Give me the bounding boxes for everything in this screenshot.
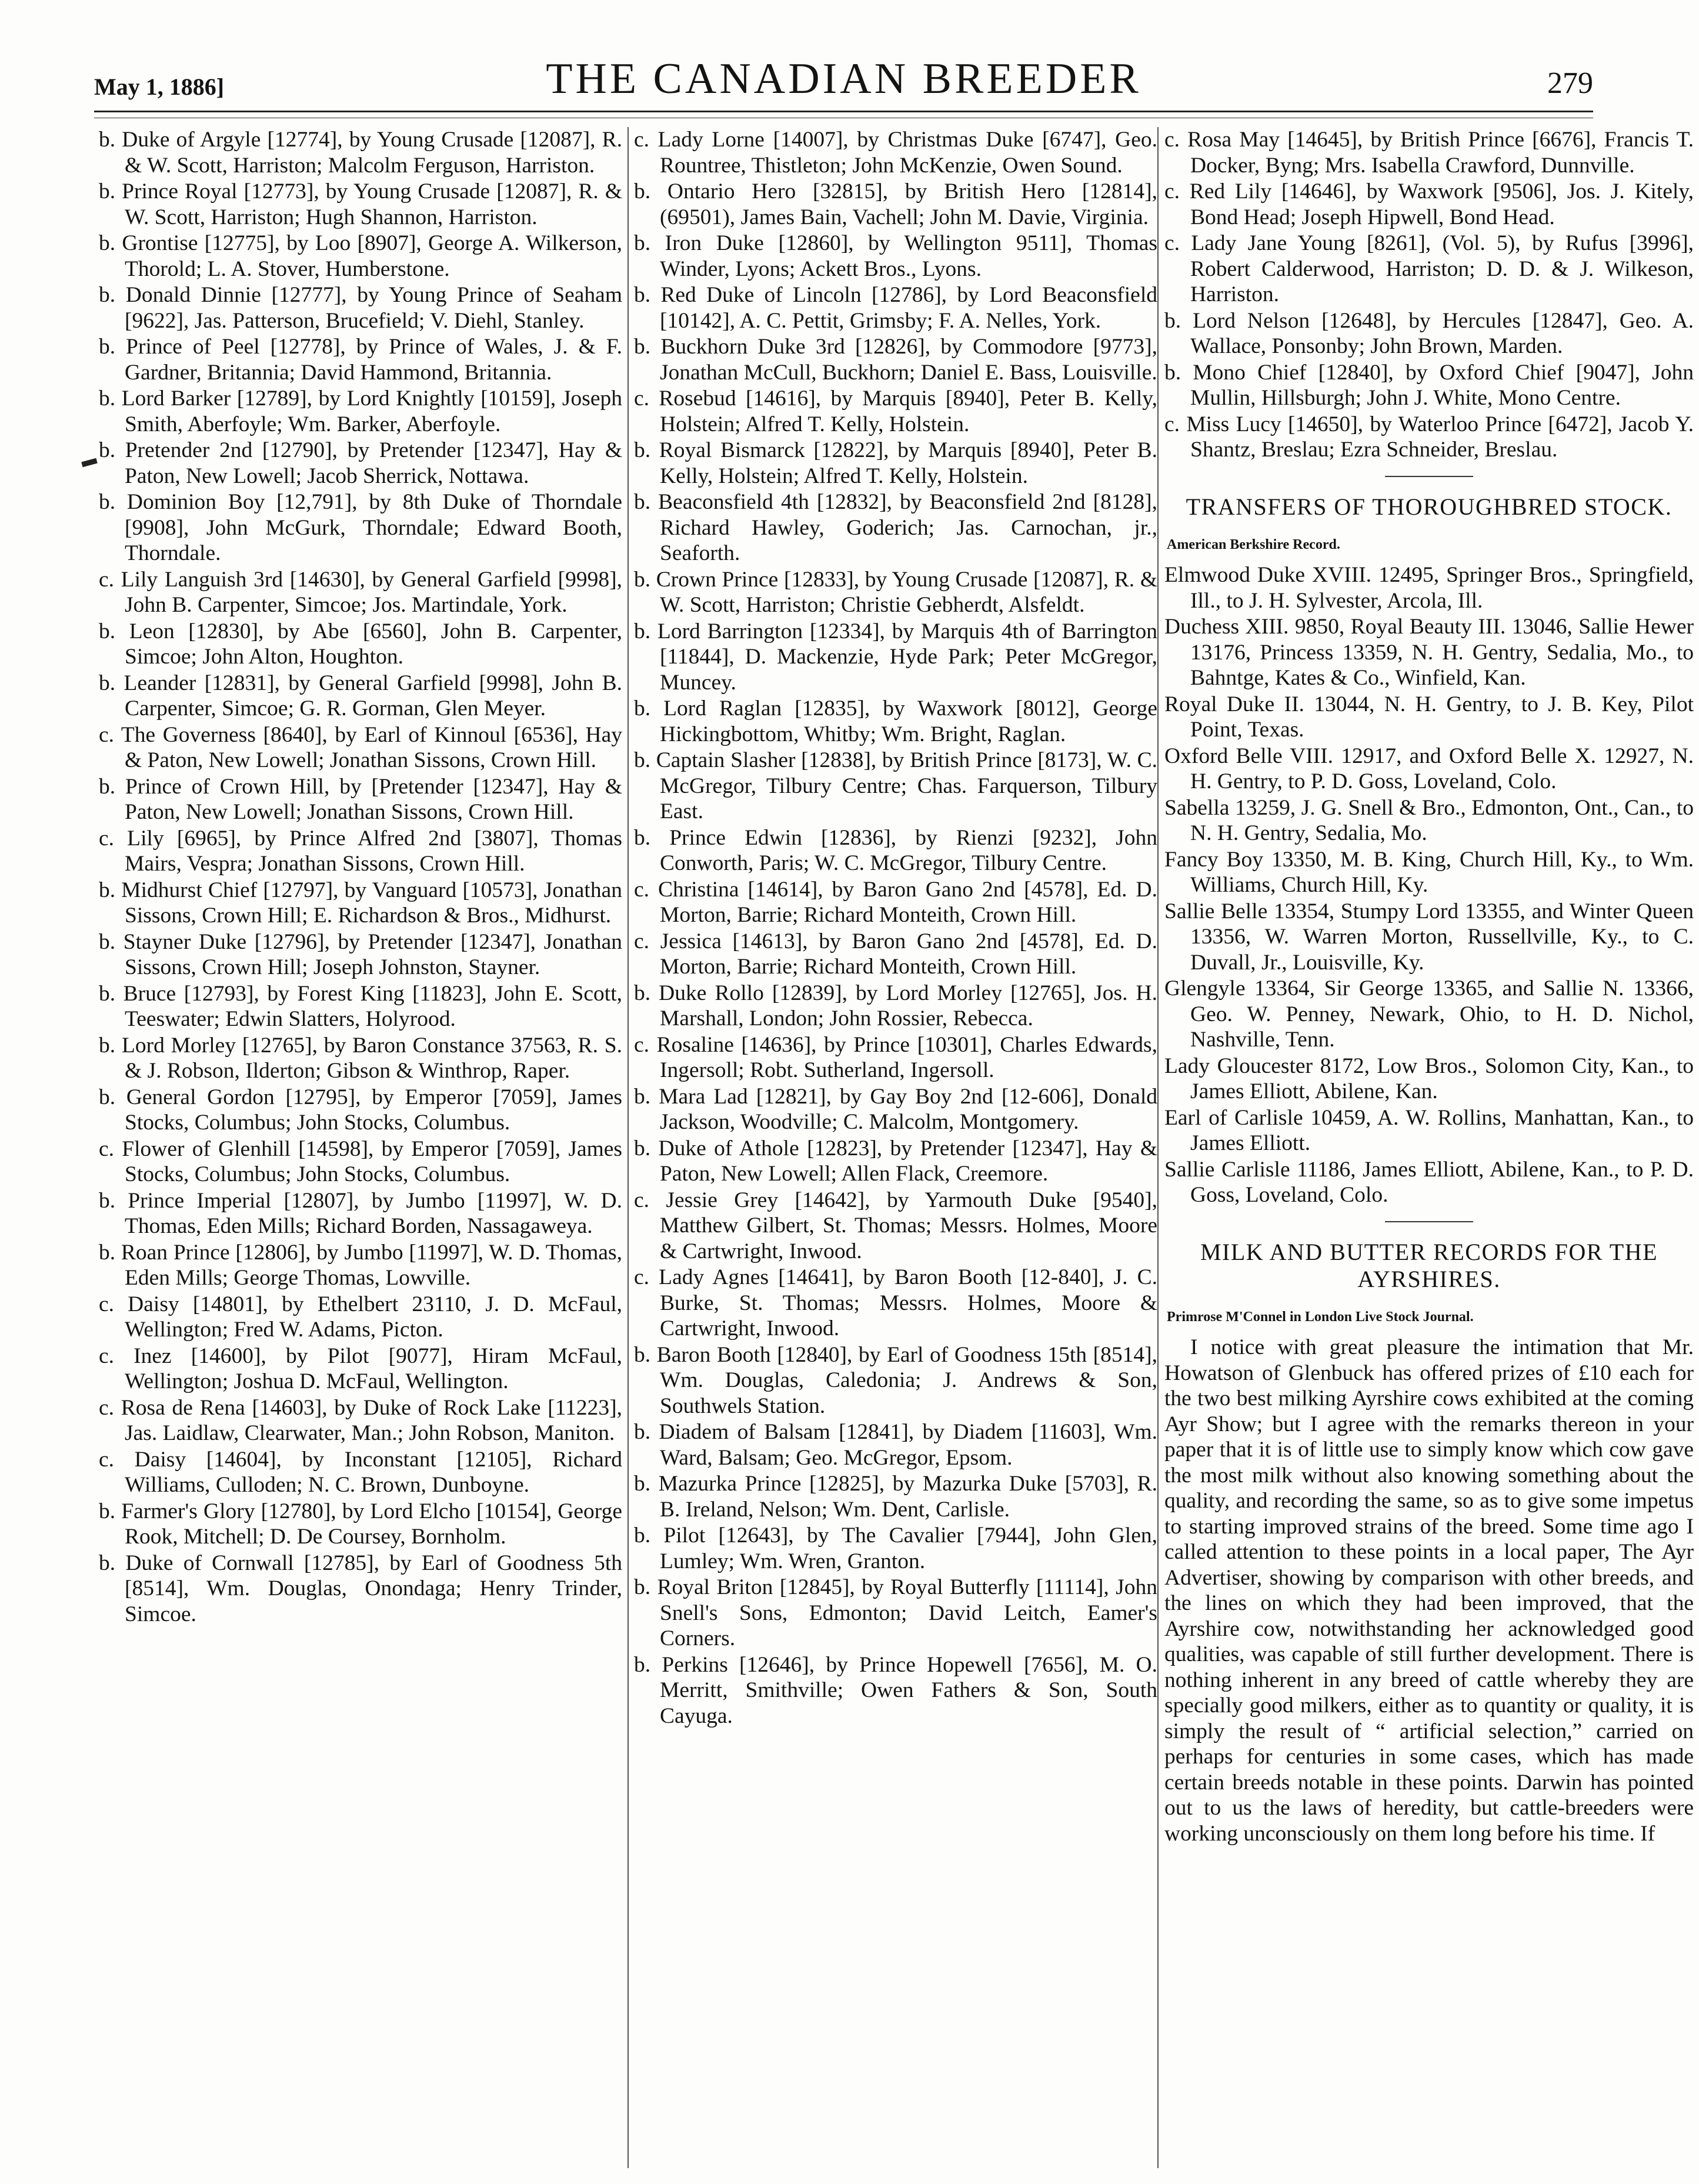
registry-entry: b. Lord Nelson [12648], by Hercules [12847], Geo. A. Wallace, Ponsonby; John Brown, Marden. — [1164, 308, 1694, 358]
registry-entry: c. Lily Languish 3rd [14630], by General Garfield [9998], John B. Carpenter, Simcoe; Jos. Martindale, York. — [99, 567, 622, 617]
registry-entry: b. Royal Bismarck [12822], by Marquis [8940], Peter B. Kelly, Holstein; Alfred T. Kelly, Holstein. — [634, 438, 1157, 488]
registry-entry: b. Mara Lad [12821], by Gay Boy 2nd [12-606], Donald Jackson, Woodville; C. Malcolm, Montgomery. — [634, 1084, 1157, 1134]
column-middle — [634, 127, 1157, 1729]
registry-entry: b. Grontise [12775], by Loo [8907], George A. Wilkerson, Thorold; L. A. Stover, Humberstone. — [99, 231, 622, 281]
column-right — [1164, 127, 1694, 1846]
transfer-entry: Glengyle 13364, Sir George 13365, and Sallie N. 13366, Geo. W. Penney, Newark, Ohio, to H. D. Nichol, Nashville, Tenn. — [1164, 976, 1694, 1052]
registry-entry: c. Lady Lorne [14007], by Christmas Duke [6747], Geo. Rountree, Thistleton; John McKenzie, Owen Sound. — [634, 128, 1157, 178]
article-paragraph: I notice with great pleasure the intimation that Mr. Howatson of Glenbuck has offered prizes of £10 each for the two best milking Ayrshire cows exhibited at the coming Ayr Show; but I agree with the remarks thereon in your paper that it is of little use to simply know which cow gave the most milk without also knowing something about the quality, and recording the same, so as to give some impetus to starting improved strains of the breed. Some time ago I called attention to these points in a local paper, The Ayr Advertiser, showing by comparison with other breeds, and the lines on which they had been improved, that the Ayrshire cow, notwithstanding her acknowledged good qualities, was capable of still further development. There is nothing inherent in any breed of cattle whereby they are specially good milkers, either as to quantity or quality, it is simply the result of “ artificial selection,” carried on perhaps for centuries in some cases, which has made certain breeds notable in these points. Darwin has pointed out to us the laws of heredity, but cattle-breeders were working unconsciously on them long before his time. If — [1164, 1335, 1694, 1846]
registry-entries — [1164, 127, 1694, 463]
transfer-entry: Oxford Belle VIII. 12917, and Oxford Belle X. 12927, N. H. Gentry, to P. D. Goss, Loveland, Colo. — [1164, 743, 1694, 793]
transfer-entry: Royal Duke II. 13044, N. H. Gentry, to J. B. Key, Pilot Point, Texas. — [1164, 692, 1694, 742]
registry-entry: b. Lord Barker [12789], by Lord Knightly [10159], Joseph Smith, Aberfoyle; Wm. Barker, Aberfoyle. — [99, 386, 622, 436]
registry-entry: b. Mazurka Prince [12825], by Mazurka Duke [5703], R. B. Ireland, Nelson; Wm. Dent, Carlisle. — [634, 1472, 1157, 1522]
transfer-entry: Earl of Carlisle 10459, A. W. Rollins, Manhattan, Kan., to James Elliott. — [1164, 1105, 1694, 1155]
transfer-entry: Sallie Belle 13354, Stumpy Lord 13355, and Winter Queen 13356, W. Warren Morton, Russellville, Ky., to C. Duvall, Jr., Louisville, Ky. — [1164, 899, 1694, 975]
registry-entry: b. Prince of Peel [12778], by Prince of Wales, J. & F. Gardner, Britannia; David Hammond, Britannia. — [99, 335, 622, 385]
registry-entry: b. General Gordon [12795], by Emperor [7059], James Stocks, Columbus; John Stocks, Columbus. — [99, 1085, 622, 1135]
header-rule — [94, 111, 1593, 112]
registry-entry: b. Perkins [12646], by Prince Hopewell [7656], M. O. Merritt, Smithville; Owen Fathers & Son, South Cayuga. — [634, 1652, 1157, 1728]
registry-entry: b. Royal Briton [12845], by Royal Butterfly [11114], John Snell's Sons, Edmonton; David Leitch, Eamer's Corners. — [634, 1575, 1157, 1650]
section-divider — [1385, 1221, 1473, 1222]
registry-entry: b. Donald Dinnie [12777], by Young Prince of Seaham [9622], Jas. Patterson, Brucefield; V. Diehl, Stanley. — [99, 283, 622, 333]
registry-entry: c. Red Lily [14646], by Waxwork [9506], Jos. J. Kitely, Bond Head; Joseph Hipwell, Bond Head. — [1164, 179, 1694, 229]
registry-entry: b. Lord Morley [12765], by Baron Constance 37563, R. S. & J. Robson, Ilderton; Gibson & Winthrop, Raper. — [99, 1033, 622, 1083]
registry-entry: c. The Governess [8640], by Earl of Kinnoul [6536], Hay & Paton, New Lowell; Jonathan Sissons, Crown Hill. — [99, 722, 622, 772]
registry-entry: b. Dominion Boy [12,791], by 8th Duke of Thorndale [9908], John McGurk, Thorndale; Edward Booth, Thorndale. — [99, 490, 622, 565]
registry-entry: c. Flower of Glenhill [14598], by Emperor [7059], James Stocks, Columbus; John Stocks, Columbus. — [99, 1136, 622, 1186]
registry-entry: b. Baron Booth [12840], by Earl of Goodness 15th [8514], Wm. Douglas, Caledonia; J. Andrews & Son, Southwels Station. — [634, 1342, 1157, 1418]
registry-entry: c. Jessica [14613], by Baron Gano 2nd [4578], Ed. D. Morton, Barrie; Richard Monteith, Crown Hill. — [634, 929, 1157, 979]
registry-entry: c. Daisy [14604], by Inconstant [12105], Richard Williams, Culloden; N. C. Brown, Dunboyne. — [99, 1447, 622, 1497]
column-divider — [1157, 127, 1159, 2168]
transfers-list — [1164, 562, 1694, 1208]
registry-entry: b. Red Duke of Lincoln [12786], by Lord Beaconsfield [10142], A. C. Pettit, Grimsby; F. A. Nelles, York. — [634, 283, 1157, 333]
registry-entry: b. Duke of Cornwall [12785], by Earl of Goodness 5th [8514], Wm. Douglas, Onondaga; Henry Trinder, Simcoe. — [99, 1551, 622, 1626]
page-number: 279 — [1547, 66, 1593, 100]
registry-entry: c. Rosebud [14616], by Marquis [8940], Peter B. Kelly, Holstein; Alfred T. Kelly, Holstein. — [634, 386, 1157, 436]
transfer-entry: Elmwood Duke XVIII. 12495, Springer Bros., Springfield, Ill., to J. H. Sylvester, Arcola, Ill. — [1164, 563, 1694, 613]
registry-entry: b. Diadem of Balsam [12841], by Diadem [11603], Wm. Ward, Balsam; Geo. McGregor, Epsom. — [634, 1420, 1157, 1470]
registry-entry: b. Lord Barrington [12334], by Marquis 4th of Barrington [11844], D. Mackenzie, Hyde Park; Peter McGregor, Muncey. — [634, 619, 1157, 695]
transfers-source: American Berkshire Record. — [1167, 536, 1340, 552]
page-header — [94, 54, 1593, 104]
transfer-entry: Lady Gloucester 8172, Low Bros., Solomon City, Kan., to James Elliott, Abilene, Kan. — [1164, 1053, 1694, 1103]
registry-entry: c. Rosaline [14636], by Prince [10301], Charles Edwards, Ingersoll; Robt. Sutherland, Ingersoll. — [634, 1032, 1157, 1082]
registry-entry: b. Pretender 2nd [12790], by Pretender [12347], Hay & Paton, New Lowell; Jacob Sherrick, Nottawa. — [99, 438, 622, 488]
registry-entry: b. Duke of Argyle [12774], by Young Crusade [12087], R. & W. Scott, Harriston; Malcolm Ferguson, Harriston. — [99, 128, 622, 178]
registry-entry: b. Prince Imperial [12807], by Jumbo [11997], W. D. Thomas, Eden Mills; Richard Borden, Nassagaweya. — [99, 1188, 622, 1238]
registry-entry: b. Lord Raglan [12835], by Waxwork [8012], George Hickingbottom, Whitby; Wm. Bright, Raglan. — [634, 696, 1157, 746]
registry-entry: b. Prince Edwin [12836], by Rienzi [9232], John Conworth, Paris; W. C. McGregor, Tilbury Centre. — [634, 825, 1157, 875]
registry-entry: c. Lady Jane Young [8261], (Vol. 5), by Rufus [3996], Robert Calderwood, Harriston; D. D. & J. Wilkeson, Harriston. — [1164, 231, 1694, 306]
registry-entry: c. Jessie Grey [14642], by Yarmouth Duke [9540], Matthew Gilbert, St. Thomas; Messrs. Holmes, Moore & Cartwright, Inwood. — [634, 1188, 1157, 1263]
registry-entry: c. Rosa May [14645], by British Prince [6676], Francis T. Docker, Byng; Mrs. Isabella Crawford, Dunnville. — [1164, 128, 1694, 178]
section-divider — [1385, 476, 1473, 477]
registry-entry: b. Prince of Crown Hill, by [Pretender [12347], Hay & Paton, New Lowell; Jonathan Sissons, Crown Hill. — [99, 774, 622, 824]
registry-entry: c. Inez [14600], by Pilot [9077], Hiram McFaul, Wellington; Joshua D. McFaul, Wellington. — [99, 1343, 622, 1393]
registry-entry: b. Pilot [12643], by The Cavalier [7944], John Glen, Lumley; Wm. Wren, Granton. — [634, 1523, 1157, 1573]
registry-entry: c. Miss Lucy [14650], by Waterloo Prince [6472], Jacob Y. Shantz, Breslau; Ezra Schneider, Breslau. — [1164, 412, 1694, 462]
registry-entry: b. Prince Royal [12773], by Young Crusade [12087], R. & W. Scott, Harriston; Hugh Shannon, Harriston. — [99, 179, 622, 229]
registry-entry: b. Duke of Athole [12823], by Pretender [12347], Hay & Paton, New Lowell; Allen Flack, Creemore. — [634, 1136, 1157, 1186]
registry-entry: b. Farmer's Glory [12780], by Lord Elcho [10154], George Rook, Mitchell; D. De Coursey, Bornholm. — [99, 1499, 622, 1549]
registry-entry: c. Lily [6965], by Prince Alfred 2nd [3807], Thomas Mairs, Vespra; Jonathan Sissons, Crown Hill. — [99, 826, 622, 876]
column-left — [99, 127, 622, 1628]
registry-entry: b. Beaconsfield 4th [12832], by Beaconsfield 2nd [8128], Richard Hawley, Goderich; Jas. Carnochan, jr., Seaforth. — [634, 490, 1157, 565]
transfer-entry: Fancy Boy 13350, M. B. King, Church Hill, Ky., to Wm. Williams, Church Hill, Ky. — [1164, 847, 1694, 897]
milk-source: Primrose M'Connel in London Live Stock Journal. — [1167, 1309, 1474, 1325]
column-divider — [627, 127, 629, 2168]
registry-entry: b. Roan Prince [12806], by Jumbo [11997], W. D. Thomas, Eden Mills; George Thomas, Lowville. — [99, 1240, 622, 1290]
registry-entry: c. Christina [14614], by Baron Gano 2nd [4578], Ed. D. Morton, Barrie; Richard Monteith, Crown Hill. — [634, 877, 1157, 927]
registry-entry: b. Ontario Hero [32815], by British Hero [12814], (69501), James Bain, Vachell; John M. Davie, Virginia. — [634, 179, 1157, 229]
registry-entry: b. Mono Chief [12840], by Oxford Chief [9047], John Mullin, Hillsburgh; John J. White, Mono Centre. — [1164, 360, 1694, 410]
transfer-entry: Sallie Carlisle 11186, James Elliott, Abilene, Kan., to P. D. Goss, Loveland, Colo. — [1164, 1157, 1694, 1207]
journal-title: THE CANADIAN BREEDER — [546, 55, 1141, 103]
registry-entry: b. Buckhorn Duke 3rd [12826], by Commodore [9773], Jonathan McCull, Buckhorn; Daniel E. Bass, Louisville. — [634, 335, 1157, 385]
registry-entry: b. Iron Duke [12860], by Wellington 9511], Thomas Winder, Lyons; Ackett Bros., Lyons. — [634, 231, 1157, 281]
registry-entry: c. Daisy [14801], by Ethelbert 23110, J. D. McFaul, Wellington; Fred W. Adams, Picton. — [99, 1292, 622, 1342]
transfer-entry: Sabella 13259, J. G. Snell & Bro., Edmonton, Ont., Can., to N. H. Gentry, Sedalia, Mo. — [1164, 795, 1694, 845]
ink-blot — [81, 458, 97, 467]
registry-entry: c. Rosa de Rena [14603], by Duke of Rock Lake [11223], Jas. Laidlaw, Clearwater, Man.; John Robson, Maniton. — [99, 1395, 622, 1445]
registry-entry: b. Midhurst Chief [12797], by Vanguard [10573], Jonathan Sissons, Crown Hill; E. Richardson & Bros., Midhurst. — [99, 878, 622, 928]
transfers-heading: TRANSFERS OF THOROUGHBRED STOCK. — [1186, 493, 1673, 520]
registry-entry: b. Leander [12831], by General Garfield [9998], John B. Carpenter, Simcoe; G. R. Gorman, Glen Meyer. — [99, 671, 622, 721]
registry-entry: b. Leon [12830], by Abe [6560], John B. Carpenter, Simcoe; John Alton, Houghton. — [99, 619, 622, 669]
registry-entry: b. Stayner Duke [12796], by Pretender [12347], Jonathan Sissons, Crown Hill; Joseph Johnston, Stayner. — [99, 929, 622, 979]
registry-entry: c. Lady Agnes [14641], by Baron Booth [12-840], J. C. Burke, St. Thomas; Messrs. Holmes, Moore & Cartwright, Inwood. — [634, 1265, 1157, 1341]
registry-entry: b. Crown Prince [12833], by Young Crusade [12087], R. & W. Scott, Harriston; Christie Gebherdt, Alsfeldt. — [634, 567, 1157, 617]
registry-entry: b. Captain Slasher [12838], by British Prince [8173], W. C. McGregor, Tilbury Centre; Chas. Farquerson, Tilbury East. — [634, 748, 1157, 823]
registry-entry: b. Duke Rollo [12839], by Lord Morley [12765], Jos. H. Marshall, London; John Rossier, Rebecca. — [634, 981, 1157, 1031]
milk-heading: MILK AND BUTTER RECORDS FOR THE AYRSHIRES. — [1200, 1238, 1658, 1292]
issue-date: May 1, 1886] — [94, 74, 225, 100]
registry-entry: b. Bruce [12793], by Forest King [11823], John E. Scott, Teeswater; Edwin Slatters, Holyrood. — [99, 981, 622, 1031]
transfer-entry: Duchess XIII. 9850, Royal Beauty III. 13046, Sallie Hewer 13176, Princess 13359, N. H. Gentry, Sedalia, Mo., to Bahntge, Kates & Co., Winfield, Kan. — [1164, 615, 1694, 690]
